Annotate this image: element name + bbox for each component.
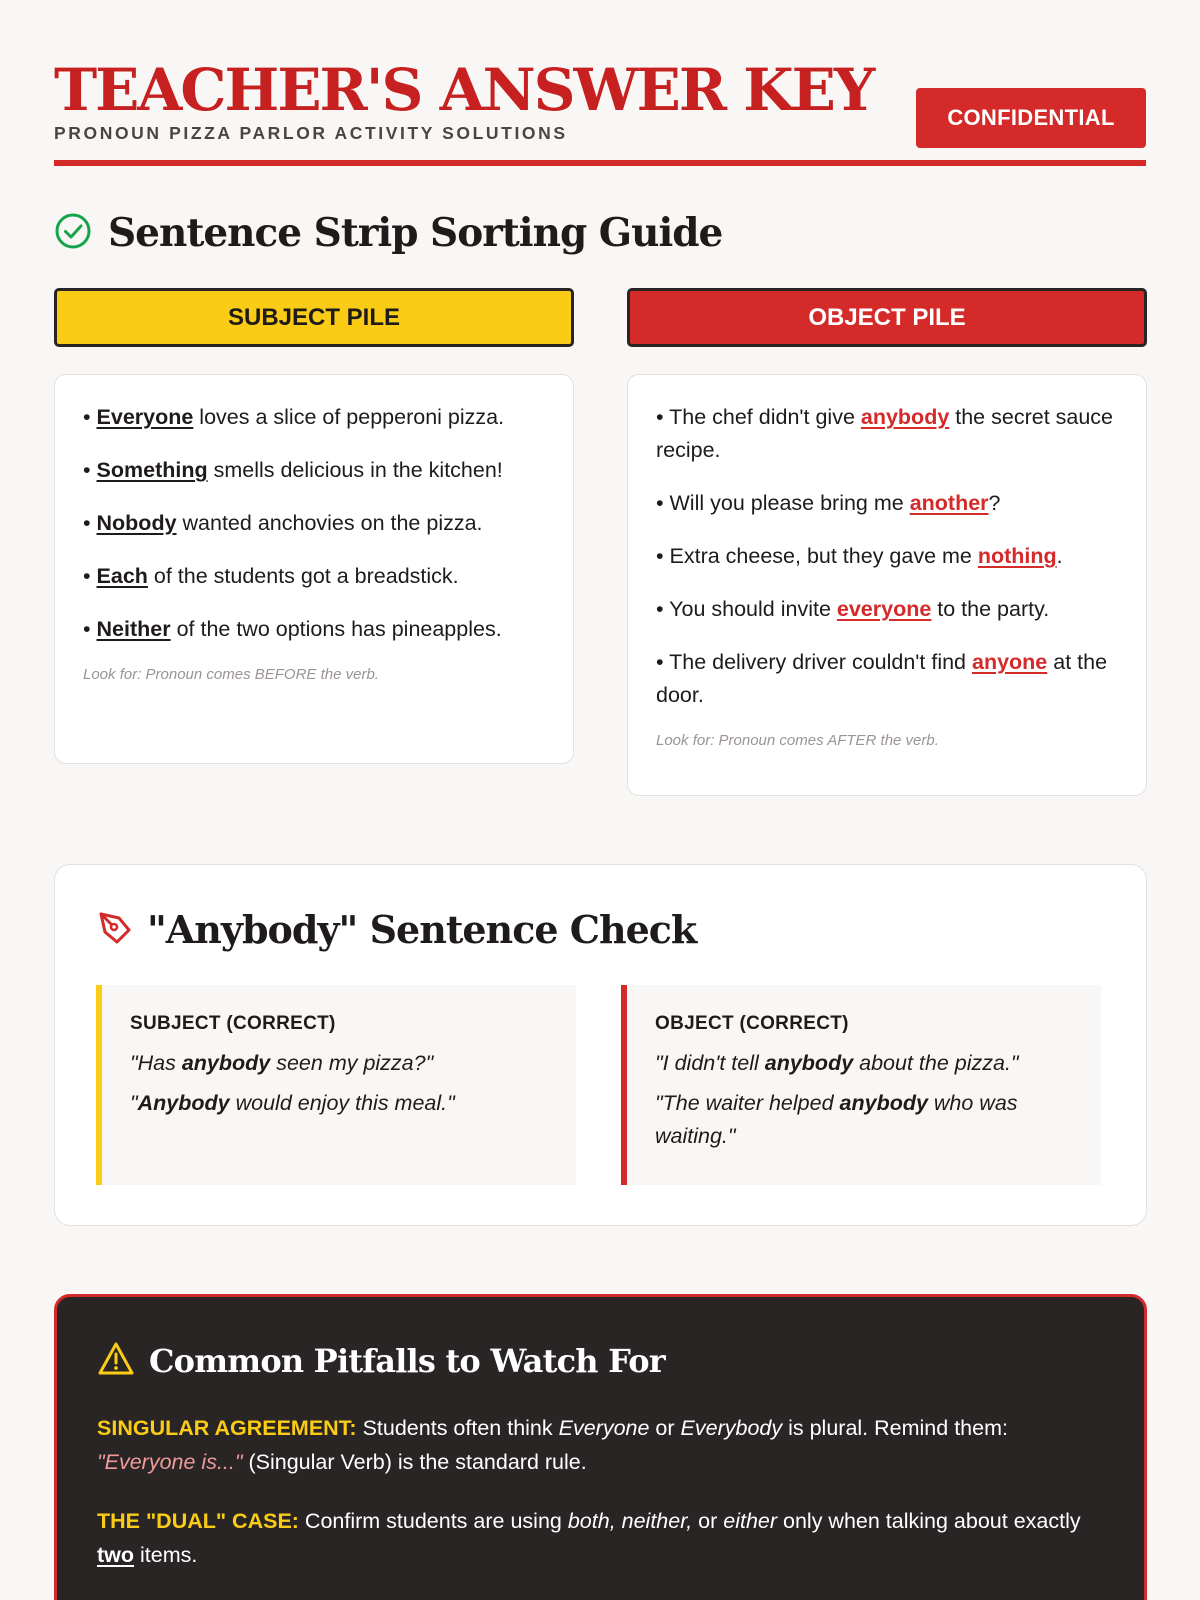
subject-pile-card xyxy=(54,374,574,764)
subject-example-column xyxy=(96,985,576,1185)
subject-example-heading: SUBJECT (CORRECT) xyxy=(130,1013,336,1034)
object-pronoun: anybody xyxy=(860,405,950,429)
subject-hint: Look for: Pronoun comes BEFORE the verb. xyxy=(83,666,379,683)
object-example-column xyxy=(621,985,1101,1185)
pitfall-dual-case: THE "DUAL" CASE: Confirm students are using both, neither, or either only when talking about exactly two items. xyxy=(97,1509,1081,1567)
object-strip: • Will you please bring me another? xyxy=(656,491,1001,515)
sorting-section-title: Sentence Strip Sorting Guide xyxy=(108,210,723,256)
anybody-check-title: "Anybody" Sentence Check xyxy=(147,907,697,952)
object-pile-label: OBJECT PILE xyxy=(627,288,1147,347)
confidential-badge: CONFIDENTIAL xyxy=(916,88,1146,148)
pitfall-singular-agreement: SINGULAR AGREEMENT: Students often think Everyone or Everybody is plural. Remind them: "Everyone is..." (Singular Verb) is the standard rule. xyxy=(97,1416,1008,1474)
subject-strip: • Nobody wanted anchovies on the pizza. xyxy=(83,511,483,535)
page-subtitle: PRONOUN PIZZA PARLOR ACTIVITY SOLUTIONS xyxy=(54,123,568,143)
subject-pronoun: Everyone xyxy=(96,405,194,429)
subject-pronoun: Neither xyxy=(96,617,171,641)
object-example: "I didn't tell anybody about the pizza." xyxy=(655,1051,1019,1075)
page-title: TEACHER'S ANSWER KEY xyxy=(54,56,874,124)
anybody-check-card xyxy=(54,864,1147,1226)
check-circle-icon xyxy=(54,212,92,254)
pitfalls-header xyxy=(97,1341,665,1381)
page-header xyxy=(54,58,1146,166)
subject-strip: • Something smells delicious in the kitchen! xyxy=(83,458,503,482)
subject-strip: • Neither of the two options has pineapples. xyxy=(83,617,502,641)
object-pronoun: another xyxy=(909,491,989,515)
pitfall-label: THE "DUAL" CASE: xyxy=(97,1509,299,1533)
pitfalls-title: Common Pitfalls to Watch For xyxy=(149,1342,665,1380)
sorting-section-header xyxy=(54,210,722,256)
subject-pronoun: Nobody xyxy=(96,511,177,535)
object-strip: • The chef didn't give anybody the secret sauce recipe. xyxy=(656,405,1114,462)
pitfalls-card xyxy=(54,1294,1147,1600)
object-example-heading: OBJECT (CORRECT) xyxy=(655,1013,849,1034)
subject-example: "Has anybody seen my pizza?" xyxy=(130,1051,434,1075)
subject-pronoun: Each xyxy=(96,564,148,588)
object-strip: • Extra cheese, but they gave me nothing. xyxy=(656,544,1063,568)
pitfall-label: SINGULAR AGREEMENT: xyxy=(97,1416,357,1440)
subject-pronoun: Something xyxy=(96,458,208,482)
pen-nib-icon xyxy=(97,910,133,950)
object-strip: • The delivery driver couldn't find anyone at the door. xyxy=(656,650,1108,707)
anybody-check-header xyxy=(97,907,696,952)
object-strip: • You should invite everyone to the party. xyxy=(656,597,1050,621)
object-example: "The waiter helped anybody who was waiting." xyxy=(655,1091,1018,1148)
subject-pile-label: SUBJECT PILE xyxy=(54,288,574,347)
object-hint: Look for: Pronoun comes AFTER the verb. xyxy=(656,732,939,749)
object-pronoun: anyone xyxy=(971,650,1048,674)
warning-icon xyxy=(97,1341,135,1381)
object-pile-card xyxy=(627,374,1147,796)
object-pronoun: nothing xyxy=(977,544,1057,568)
object-pronoun: everyone xyxy=(836,597,932,621)
subject-example: "Anybody would enjoy this meal." xyxy=(130,1091,455,1115)
subject-strip: • Everyone loves a slice of pepperoni pizza. xyxy=(83,405,505,429)
subject-strip: • Each of the students got a breadstick. xyxy=(83,564,459,588)
